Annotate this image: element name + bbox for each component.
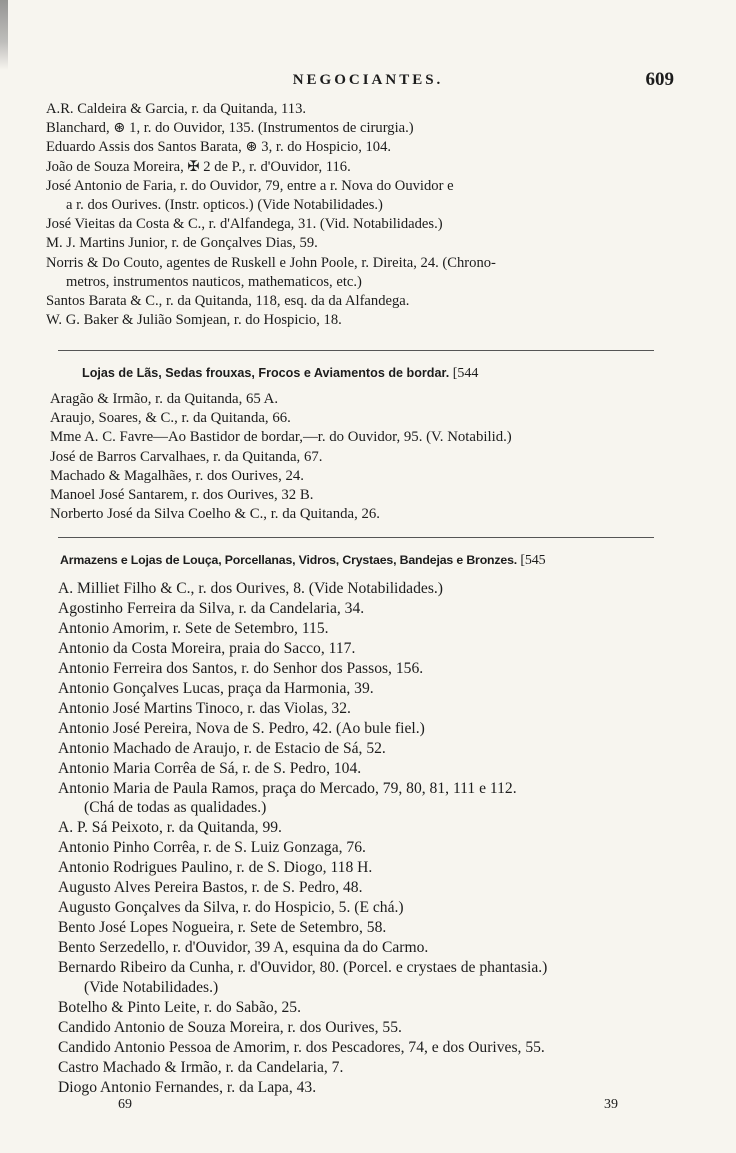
section-divider xyxy=(58,537,654,538)
list-item: José Vieitas da Costa & C., r. d'Alfandega, 31. (Vid. Notabilidades.) xyxy=(46,216,443,233)
list-item: Agostinho Ferreira da Silva, r. da Candelaria, 34. xyxy=(58,599,365,617)
section-divider xyxy=(58,350,654,351)
section-heading-text: Armazens e Lojas de Louça, Porcellanas, Vidros, Crystaes, Bandejas e Bronzes. xyxy=(60,553,518,567)
list-item: Santos Barata & C., r. da Quitanda, 118, esq. da da Alfandega. xyxy=(46,293,410,310)
list-item: José de Barros Carvalhaes, r. da Quitanda, 67. xyxy=(50,448,323,465)
list-item: João de Souza Moreira, ✠ 2 de P., r. d'Ouvidor, 116. xyxy=(46,158,351,175)
list-item: Candido Antonio Pessoa de Amorim, r. dos Pescadores, 74, e dos Ourives, 55. xyxy=(58,1038,545,1056)
list-item-continuation: (Vide Notabilidades.) xyxy=(84,979,219,997)
list-item: Antonio Gonçalves Lucas, praça da Harmonia, 39. xyxy=(58,679,374,697)
list-item: Botelho & Pinto Leite, r. do Sabão, 25. xyxy=(58,999,301,1017)
list-item-continuation: metros, instrumentos nauticos, mathematicos, etc.) xyxy=(66,273,362,290)
list-item: A. Milliet Filho & C., r. dos Ourives, 8. (Vide Notabilidades.) xyxy=(58,580,443,597)
list-item: Antonio Machado de Araujo, r. de Estacio de Sá, 52. xyxy=(58,739,386,757)
list-item: Diogo Antonio Fernandes, r. da Lapa, 43. xyxy=(58,1078,317,1096)
section-armazens xyxy=(0,579,736,1098)
list-item: Norris & Do Couto, agentes de Ruskell e John Poole, r. Direita, 24. (Chrono- xyxy=(46,254,496,271)
page-number: 609 xyxy=(645,69,674,90)
list-item-continuation: (Chá de todas as qualidades.) xyxy=(84,799,267,817)
section-heading-number: [544 xyxy=(449,366,479,381)
list-item: Antonio Maria de Paula Ramos, praça do Mercado, 79, 80, 81, 111 e 112. xyxy=(58,779,517,797)
list-item: Antonio Maria Corrêa de Sá, r. de S. Pedro, 104. xyxy=(58,759,362,777)
list-item: Mme A. C. Favre—Ao Bastidor de bordar,—r. do Ouvidor, 95. (V. Notabilid.) xyxy=(50,429,512,446)
page-edge-shadow xyxy=(0,0,8,70)
list-item: Antonio José Martins Tinoco, r. das Violas, 32. xyxy=(58,699,351,717)
section-negociantes xyxy=(0,100,736,330)
list-item: W. G. Baker & Julião Somjean, r. do Hospicio, 18. xyxy=(46,312,342,329)
list-item: José Antonio de Faria, r. do Ouvidor, 79, entre a r. Nova do Ouvidor e xyxy=(46,177,454,194)
signature-mark: 69 xyxy=(118,1097,132,1112)
list-item: Antonio Rodrigues Paulino, r. de S. Diogo, 118 H. xyxy=(58,859,373,877)
list-item: Bento José Lopes Nogueira, r. Sete de Setembro, 58. xyxy=(58,919,387,937)
section-heading-text: Lojas de Lãs, Sedas frouxas, Frocos e Aviamentos de bordar. xyxy=(82,366,450,380)
list-item: Manoel José Santarem, r. dos Ourives, 32 B. xyxy=(50,487,314,504)
list-item: Araujo, Soares, & C., r. da Quitanda, 66. xyxy=(50,410,291,427)
list-item: A. P. Sá Peixoto, r. da Quitanda, 99. xyxy=(58,819,282,837)
list-item: Antonio Ferreira dos Santos, r. do Senhor dos Passos, 156. xyxy=(58,659,424,677)
list-item: Antonio Pinho Corrêa, r. de S. Luiz Gonzaga, 76. xyxy=(58,839,366,857)
sheet-number: 39 xyxy=(604,1097,618,1112)
running-header xyxy=(0,69,736,98)
list-item: Antonio José Pereira, Nova de S. Pedro, 42. (Ao bule fiel.) xyxy=(58,719,425,737)
list-item: Antonio da Costa Moreira, praia do Sacco, 117. xyxy=(58,639,356,657)
list-item: Antonio Amorim, r. Sete de Setembro, 115. xyxy=(58,619,329,637)
list-item: A.R. Caldeira & Garcia, r. da Quitanda, 113. xyxy=(46,101,307,117)
page-title: NEGOCIANTES. xyxy=(292,72,444,88)
list-item: M. J. Martins Junior, r. de Gonçalves Dias, 59. xyxy=(46,235,318,252)
section-heading-number: [545 xyxy=(517,553,546,568)
section-heading-lojas-de-las xyxy=(0,366,736,382)
section-lojas-de-las xyxy=(0,390,736,524)
list-item-continuation: a r. dos Ourives. (Instr. opticos.) (Vide Notabilidades.) xyxy=(66,197,383,214)
list-item: Augusto Alves Pereira Bastos, r. de S. Pedro, 48. xyxy=(58,879,363,897)
list-item: Blanchard, ⊛ 1, r. do Ouvidor, 135. (Instrumentos de cirurgia.) xyxy=(46,120,414,137)
section-heading-armazens xyxy=(0,553,736,569)
list-item: Castro Machado & Irmão, r. da Candelaria, 7. xyxy=(58,1058,344,1076)
list-item: Norberto José da Silva Coelho & C., r. da Quitanda, 26. xyxy=(50,506,381,523)
list-item: Aragão & Irmão, r. da Quitanda, 65 A. xyxy=(50,391,279,407)
list-item: Bento Serzedello, r. d'Ouvidor, 39 A, esquina da do Carmo. xyxy=(58,939,429,957)
list-item: Candido Antonio de Souza Moreira, r. dos Ourives, 55. xyxy=(58,1018,402,1036)
list-item: Eduardo Assis dos Santos Barata, ⊛ 3, r. do Hospicio, 104. xyxy=(46,139,392,156)
list-item: Machado & Magalhães, r. dos Ourives, 24. xyxy=(50,467,304,484)
list-item: Bernardo Ribeiro da Cunha, r. d'Ouvidor, 80. (Porcel. e crystaes de phantasia.) xyxy=(58,959,548,977)
list-item: Augusto Gonçalves da Silva, r. do Hospicio, 5. (E chá.) xyxy=(58,899,404,917)
